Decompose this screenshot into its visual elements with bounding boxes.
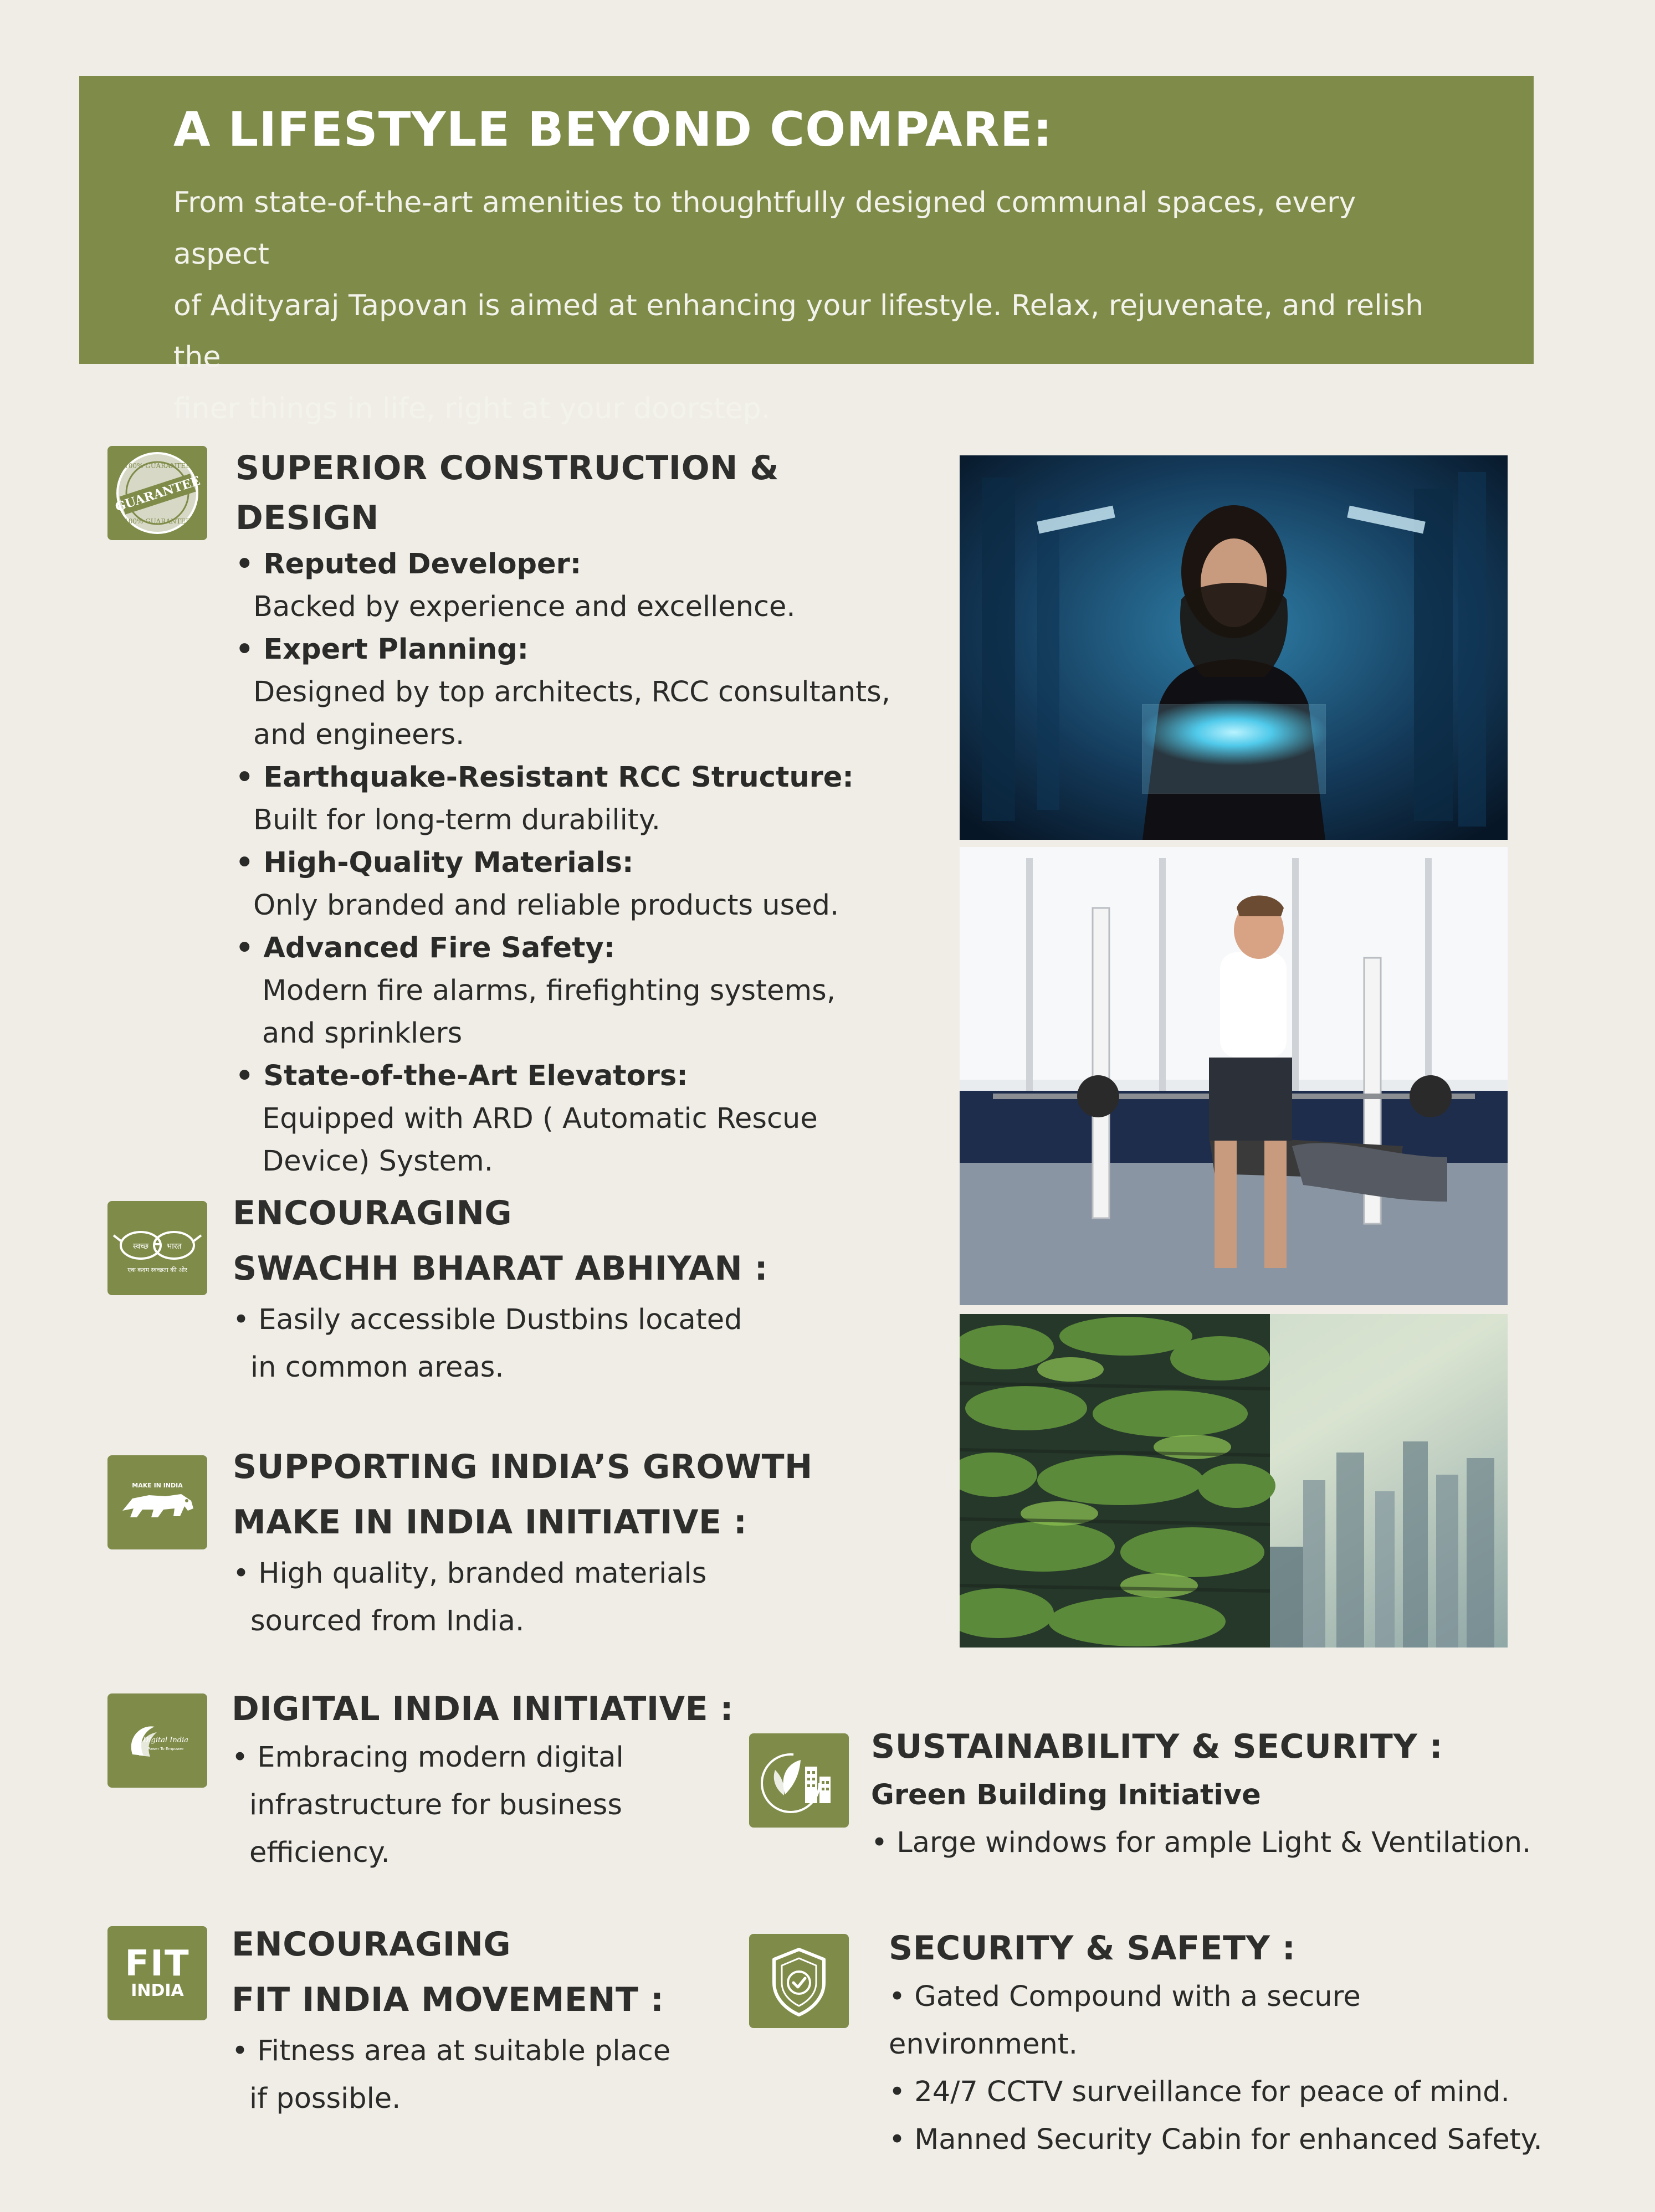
make-in-india-lion-icon <box>107 1455 207 1549</box>
construction-item-4-title: • High-Quality Materials: <box>235 846 634 879</box>
make-in-india-heading-2: MAKE IN INDIA INITIATIVE : <box>233 1503 747 1542</box>
security-section <box>889 1923 1554 2164</box>
digital-india-line-3: efficiency. <box>249 1836 390 1869</box>
swachh-icon-text-1: स्वच्छ <box>132 1242 149 1251</box>
construction-section <box>235 443 900 1183</box>
make-in-india-section <box>233 1439 842 1645</box>
sustainability-subheading: Green Building Initiative <box>871 1779 1261 1811</box>
banner-intro-line-1: From state-of-the-art amenities to thoughtfully designed communal spaces, every aspect <box>173 186 1356 271</box>
svg-text:100% GUARANTEE: 100% GUARANTEE <box>124 517 191 525</box>
swachh-heading-2: SWACHH BHARAT ABHIYAN : <box>233 1249 768 1288</box>
gym-bench-press-photo <box>960 847 1508 1305</box>
digital-india-section <box>232 1684 786 1877</box>
fit-india-heading-2: FIT INDIA MOVEMENT : <box>232 1980 664 2019</box>
construction-item-1-title: • Reputed Developer: <box>235 548 582 581</box>
make-in-india-icon-text: MAKE IN INDIA <box>132 1482 183 1489</box>
fit-india-line-2: if possible. <box>249 2082 401 2115</box>
sustainability-heading: SUSTAINABILITY & SECURITY : <box>871 1727 1443 1766</box>
construction-item-1-desc: Backed by experience and excellence. <box>253 591 796 623</box>
construction-item-3-title: • Earthquake-Resistant RCC Structure: <box>235 761 854 794</box>
swachh-icon-caption: एक कदम स्वच्छता की ओर <box>127 1266 187 1274</box>
swachh-bharat-glasses-icon <box>107 1201 207 1295</box>
svg-text:100% GUARANTEE: 100% GUARANTEE <box>124 462 191 470</box>
fit-india-icon-text-2: INDIA <box>131 1981 184 2000</box>
construction-item-3-desc: Built for long-term durability. <box>253 804 660 836</box>
header-banner <box>79 76 1534 425</box>
make-in-india-line-2: sourced from India. <box>250 1605 525 1638</box>
swachh-section <box>233 1185 787 1392</box>
svg-text:GUARANTEE: GUARANTEE <box>113 473 202 515</box>
construction-item-6-desc-1: Equipped with ARD ( Automatic Rescue <box>262 1102 818 1135</box>
swachh-icon-text-2: भारत <box>166 1242 182 1251</box>
construction-item-5-desc-1: Modern fire alarms, firefighting systems, <box>262 974 836 1007</box>
construction-item-5-title: • Advanced Fire Safety: <box>235 932 616 964</box>
banner-intro-line-3: finer things in life, right at your doorstep. <box>173 392 771 425</box>
sustainability-line-1: • Large windows for ample Light & Ventilation. <box>871 1826 1531 1859</box>
security-heading: SECURITY & SAFETY : <box>889 1929 1296 1968</box>
page-title: A LIFESTYLE BEYOND COMPARE: <box>173 102 1053 157</box>
digital-india-icon-text: Digital India <box>142 1736 189 1744</box>
digital-india-heading: DIGITAL INDIA INITIATIVE : <box>232 1690 734 1728</box>
shield-check-icon <box>749 1934 849 2028</box>
fit-india-logo-icon <box>107 1926 207 2020</box>
construction-item-4-desc: Only branded and reliable products used. <box>253 889 839 922</box>
digital-india-line-2: infrastructure for business <box>249 1789 622 1821</box>
digital-india-line-1: • Embracing modern digital <box>232 1741 624 1774</box>
digital-india-logo-icon <box>107 1693 207 1788</box>
construction-heading: SUPERIOR CONSTRUCTION & DESIGN <box>235 449 780 537</box>
construction-item-2-title: • Expert Planning: <box>235 633 529 666</box>
construction-item-2-desc-1: Designed by top architects, RCC consultants, <box>253 676 890 709</box>
fit-india-heading-1: ENCOURAGING <box>232 1925 511 1964</box>
swachh-heading-1: ENCOURAGING <box>233 1194 513 1233</box>
construction-item-5-desc-2: and sprinklers <box>262 1017 463 1050</box>
digital-india-icon-caption: Power To Empower <box>147 1747 184 1751</box>
fit-india-section <box>232 1917 786 2123</box>
construction-item-2-desc-2: and engineers. <box>253 718 465 751</box>
make-in-india-heading-1: SUPPORTING INDIA’S GROWTH <box>233 1448 813 1486</box>
green-vertical-forest-building-photo <box>960 1314 1508 1648</box>
sustainability-section <box>871 1722 1536 1867</box>
security-line-2: • 24/7 CCTV surveillance for peace of mind. <box>889 2076 1510 2108</box>
fit-india-icon-text-1: FIT <box>125 1943 190 1984</box>
green-building-leaf-icon <box>749 1733 849 1828</box>
swachh-line-1: • Easily accessible Dustbins located <box>233 1303 742 1336</box>
security-line-3: • Manned Security Cabin for enhanced Safety. <box>889 2123 1543 2156</box>
security-line-1: • Gated Compound with a secure environment. <box>889 1980 1361 2061</box>
make-in-india-line-1: • High quality, branded materials <box>233 1557 707 1590</box>
construction-item-6-title: • State-of-the-Art Elevators: <box>235 1060 688 1092</box>
swachh-line-2: in common areas. <box>250 1351 504 1384</box>
banner-intro-line-2: of Adityaraj Tapovan is aimed at enhancing your lifestyle. Relax, rejuvenate, and relish the <box>173 289 1424 374</box>
construction-item-6-desc-2: Device) System. <box>262 1145 493 1178</box>
guarantee-badge-icon <box>107 446 207 540</box>
fit-india-line-1: • Fitness area at suitable place <box>232 2035 671 2067</box>
woman-tech-tablet-photo <box>960 455 1508 840</box>
